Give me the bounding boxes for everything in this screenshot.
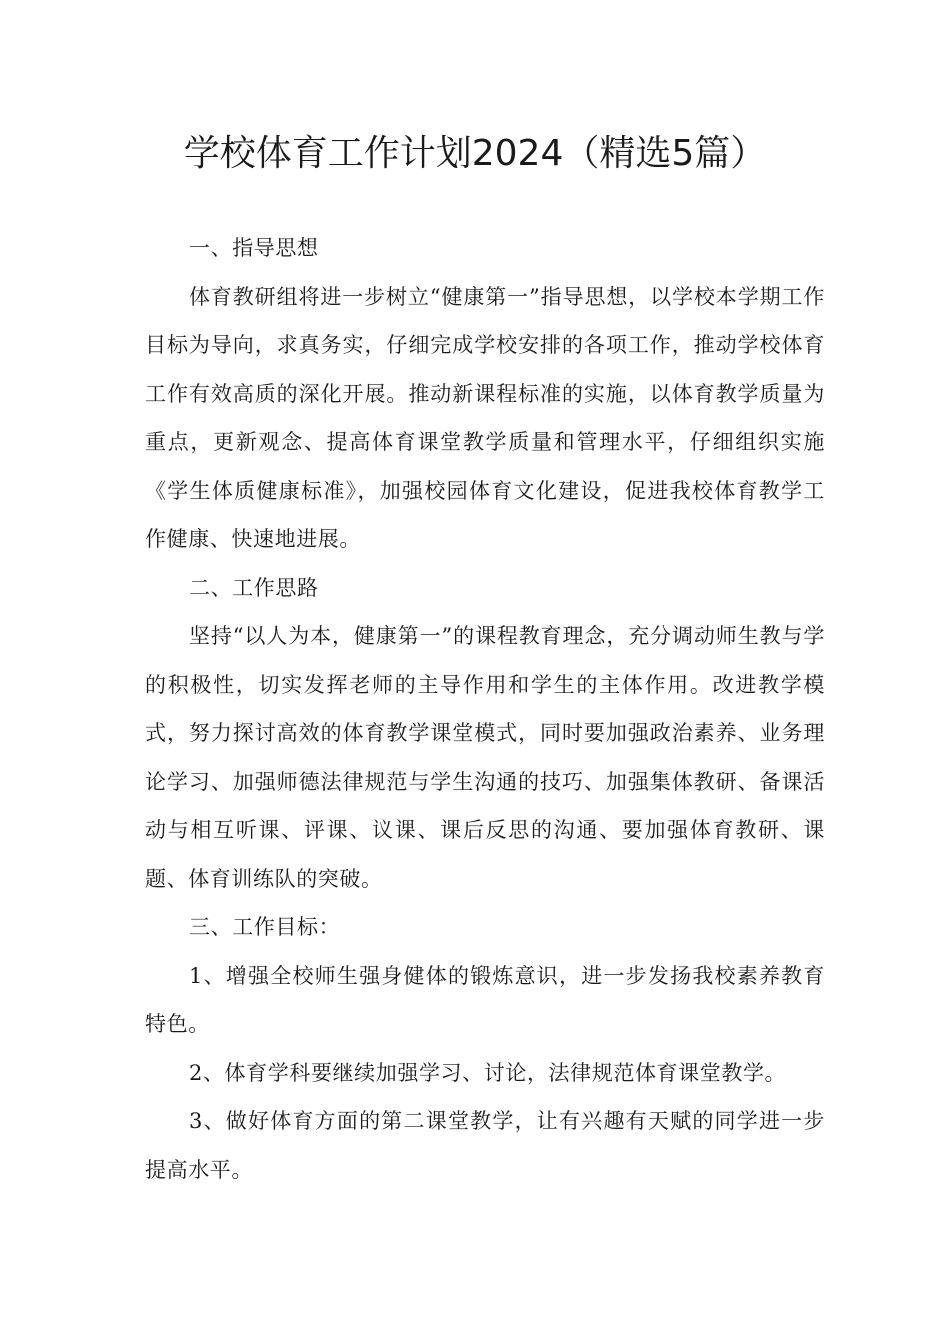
goal-item-3: 3、做好体育方面的第二课堂教学，让有兴趣有天赋的同学进一步提高水平。: [145, 1109, 825, 1182]
section-heading-work-goals: 三、工作目标：: [189, 915, 341, 939]
goal-item-1: 1、增强全校师生强身健体的锻炼意识，进一步发扬我校素养教育特色。: [145, 963, 825, 1036]
goal-item-2: 2、体育学科要继续加强学习、讨论，法律规范体育课堂教学。: [189, 1060, 787, 1085]
paragraph-work-approach: 坚持“以人为本，健康第一”的课程教育理念，充分调动师生教与学的积极性，切实发挥老师的主导作用和学生的主体作用。改进教学模式，努力探讨高效的体育教学课堂模式，同时要加强政治素养、业务理论学习、加强师德法律规范与学生沟通的技巧、加强集体教研、备课活动与相互听课、评课、议课、课后反思的沟通、要加强体育教研、课题、体育训练队的突破。: [145, 624, 825, 891]
document-body: [145, 224, 825, 1194]
document-title: 学校体育工作计划2024（精选5篇）: [183, 133, 767, 174]
section-heading-guiding-ideology: 一、指导思想: [189, 236, 319, 260]
section-heading-work-approach: 二、工作思路: [189, 575, 319, 600]
paragraph-guiding-ideology: 体育教研组将进一步树立“健康第一”指导思想，以学校本学期工作目标为导向，求真务实，仔细完成学校安排的各项工作，推动学校体育工作有效高质的深化开展。推动新课程标准的实施，以体育教学质量为重点，更新观念、提高体育课堂教学质量和管理水平，仔细组织实施《学生体质健康标准》，加强校园体育文化建设，促进我校体育教学工作健康、快速地进展。: [145, 284, 825, 551]
